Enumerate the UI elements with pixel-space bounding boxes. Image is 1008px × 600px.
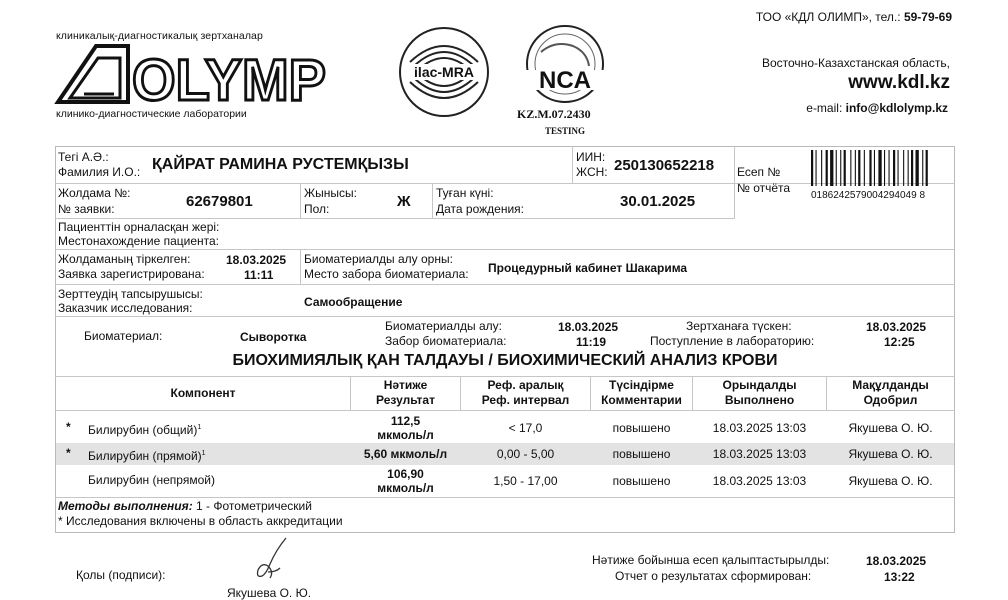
row-divider xyxy=(55,316,955,317)
col-result-kz: Нәтиже xyxy=(383,378,428,392)
col-done xyxy=(693,378,826,408)
iin-label-kz: ИИН: xyxy=(576,150,606,164)
done-time: 18.03.2025 13:03 xyxy=(712,474,807,488)
order-label-ru: № заявки: xyxy=(58,202,115,216)
barcode-bar xyxy=(826,150,828,186)
barcode-bar xyxy=(855,150,856,186)
company-line xyxy=(756,10,952,24)
barcode-bar xyxy=(903,150,904,186)
comment: повышено xyxy=(612,421,671,435)
sex-label-kz: Жынысы: xyxy=(304,186,357,200)
name-label-kz: Тегі А.Ә.: xyxy=(58,150,109,164)
col-divider xyxy=(432,183,433,218)
location-label-kz: Пациенттін орналасқан жері: xyxy=(58,220,220,234)
barcode-bar xyxy=(922,150,923,186)
logo-wordmark: OLYMP xyxy=(132,48,326,108)
ilac-text: ilac-MRA xyxy=(414,64,474,80)
collection-place-label-kz: Биоматериалды алу орны: xyxy=(304,252,453,266)
olymp-logo xyxy=(54,42,329,108)
nca-seal xyxy=(515,22,615,110)
comment: повышено xyxy=(612,447,671,461)
col-approved-kz: Мақұлданды xyxy=(852,378,929,392)
collection-date: 18.03.2025 xyxy=(558,320,619,334)
result-number: 106,90 xyxy=(387,467,424,481)
barcode-bar xyxy=(811,150,813,186)
registered-time: 11:11 xyxy=(244,268,274,282)
location-label-ru: Местонахождение пациента: xyxy=(58,234,220,248)
customer-label-ru: Заказчик исследования: xyxy=(58,301,193,315)
logo-caption-kz: клиникалық-диагностикалық зертханалар xyxy=(56,30,263,42)
registered-date: 18.03.2025 xyxy=(226,253,287,267)
formed-date: 18.03.2025 xyxy=(866,554,927,568)
patient-dob: 30.01.2025 xyxy=(620,193,696,210)
result-unit: мкмоль/л xyxy=(377,481,434,495)
company-email-line xyxy=(806,101,948,115)
col-comment-kz: Түсіндірме xyxy=(609,378,674,392)
barcode-bar xyxy=(821,150,822,186)
registered-label-kz: Жолдаманың тіркелген: xyxy=(58,252,191,266)
approved-by: Якушева О. Ю. xyxy=(848,421,933,435)
col-result xyxy=(351,378,460,408)
dob-label-ru: Дата рождения: xyxy=(436,202,524,216)
patient-sex: Ж xyxy=(397,193,411,210)
dob-label-kz: Туған күні: xyxy=(436,186,494,200)
collection-place: Процедурный кабинет Шакарима xyxy=(488,261,688,275)
col-component: Компонент xyxy=(170,386,236,400)
order-label-kz: Жолдама №: xyxy=(58,186,131,200)
ref-interval: 1,50 - 17,00 xyxy=(493,474,558,488)
accreditation-code: KZ.M.07.2430 xyxy=(517,107,591,121)
barcode-bar xyxy=(908,150,909,186)
methods-label: Методы выполнения: xyxy=(58,499,193,513)
barcode-bar xyxy=(878,150,881,186)
ref-interval: 0,00 - 5,00 xyxy=(496,447,555,461)
barcode-bar xyxy=(926,150,928,186)
patient-name: ҚАЙРАТ РАМИНА РУСТЕМҚЫЗЫ xyxy=(152,156,409,173)
signature-icon xyxy=(246,536,296,584)
accredited-star: * xyxy=(66,420,71,434)
col-approved xyxy=(827,378,954,408)
signer-name: Якушева О. Ю. xyxy=(227,586,312,600)
barcode-bar xyxy=(869,150,871,186)
customer: Самообращение xyxy=(304,295,403,309)
col-divider xyxy=(734,146,735,218)
result-number: 112,5 xyxy=(390,414,421,428)
col-comment-ru: Комментарии xyxy=(601,393,682,407)
test-name: Билирубин (прямой) xyxy=(88,449,202,463)
col-approved-ru: Одобрил xyxy=(863,393,918,407)
col-comment xyxy=(591,378,692,408)
methods-value: 1 - Фотометрический xyxy=(196,499,312,513)
barcode-bar xyxy=(874,150,875,186)
name-label-ru: Фамилия И.О.: xyxy=(58,165,141,179)
report-label-kz: Есеп № xyxy=(737,165,781,179)
barcode-bar xyxy=(850,150,851,186)
row-name xyxy=(88,447,206,463)
collection-label-kz: Биоматериалды алу: xyxy=(385,319,502,333)
received-date: 18.03.2025 xyxy=(866,320,927,334)
row-name xyxy=(88,474,215,487)
customer-label-kz: Зерттеудің тапсырушысы: xyxy=(58,287,203,301)
col-ref-kz: Реф. аралық xyxy=(487,378,564,392)
collection-time: 11:19 xyxy=(576,335,607,349)
col-ref xyxy=(461,378,590,408)
received-time: 12:25 xyxy=(884,335,915,349)
company-website[interactable]: www.kdl.kz xyxy=(848,72,950,93)
method-ref: 1 xyxy=(197,424,202,431)
signature-label: Қолы (подписи): xyxy=(76,568,166,582)
biomaterial: Сыворотка xyxy=(240,330,307,344)
test-name: Билирубин (непрямой) xyxy=(88,473,215,487)
barcode-bar xyxy=(916,150,919,186)
row-divider xyxy=(55,497,955,498)
email-label: e-mail: xyxy=(806,101,843,115)
result-value xyxy=(351,414,460,442)
received-label-kz: Зертханаға түскен: xyxy=(686,319,792,333)
done-time: 18.03.2025 13:03 xyxy=(712,421,807,435)
company-region: Восточно-Казахстанская область, xyxy=(761,56,950,70)
patient-iin: 250130652218 xyxy=(614,157,715,174)
row-name xyxy=(88,421,201,437)
col-divider xyxy=(300,249,301,284)
accreditation-note: * Исследования включены в область аккредитации xyxy=(58,514,343,528)
test-name: Билирубин (общий) xyxy=(88,423,198,437)
barcode-bar xyxy=(840,150,841,186)
barcode-bar xyxy=(864,150,865,186)
approved-by: Якушева О. Ю. xyxy=(848,447,933,461)
iin-label-ru: ЖСН: xyxy=(576,165,608,179)
col-done-kz: Орындалды xyxy=(722,378,797,392)
col-result-ru: Результат xyxy=(376,393,435,407)
col-divider xyxy=(300,183,301,218)
done-time: 18.03.2025 13:03 xyxy=(712,447,807,461)
barcode-bar xyxy=(830,150,833,186)
collection-label-ru: Забор биоматериала: xyxy=(385,334,507,348)
result-value xyxy=(351,467,460,495)
logo-caption-ru: клинико-диагностические лаборатории xyxy=(56,108,247,120)
row-divider xyxy=(55,284,955,285)
col-done-ru: Выполнено xyxy=(724,393,795,407)
formed-label-ru: Отчет о результатах сформирован: xyxy=(615,569,812,583)
col-divider xyxy=(572,146,573,183)
barcode-bar xyxy=(893,150,895,186)
row-divider xyxy=(55,249,955,250)
sex-label-ru: Пол: xyxy=(304,202,330,216)
company-phone: 59-79-69 xyxy=(903,10,952,24)
ref-interval: < 17,0 xyxy=(508,421,543,435)
method-ref: 1 xyxy=(201,450,206,457)
analysis-title: БИОХИМИЯЛЫҚ ҚАН ТАЛДАУЫ / БИОХИМИЧЕСКИЙ АНАЛИЗ КРОВИ xyxy=(232,352,778,369)
testing-label: TESTING xyxy=(545,126,586,136)
company-email[interactable]: info@kdlolymp.kz xyxy=(845,101,948,115)
barcode-bar xyxy=(858,150,860,186)
barcode-bar xyxy=(816,150,817,186)
barcode-bar xyxy=(911,150,913,186)
result-value: 5,60 мкмоль/л xyxy=(363,447,448,461)
row-divider xyxy=(55,218,735,219)
result-unit: мкмоль/л xyxy=(377,428,434,442)
ilac-mra-seal xyxy=(396,24,492,120)
barcode-bar xyxy=(884,150,885,186)
company-name: ТОО «КДЛ ОЛИМП», тел.: xyxy=(755,10,901,24)
barcode-bar xyxy=(836,150,837,186)
barcode-bar xyxy=(889,150,890,186)
nca-text: NCA xyxy=(539,67,591,94)
col-ref-ru: Реф. интервал xyxy=(481,393,570,407)
row-divider xyxy=(55,376,955,377)
approved-by: Якушева О. Ю. xyxy=(848,474,933,488)
formed-time: 13:22 xyxy=(884,570,915,584)
received-label-ru: Поступление в лабораторию: xyxy=(650,334,815,348)
formed-label-kz: Нәтиже бойынша есеп қалыптастырылды: xyxy=(592,553,830,567)
methods-line xyxy=(58,500,312,513)
barcode-bar xyxy=(898,150,899,186)
report-barcode xyxy=(811,150,953,186)
row-divider xyxy=(55,410,955,411)
order-number: 62679801 xyxy=(186,193,253,210)
registered-label-ru: Заявка зарегистрирована: xyxy=(58,267,205,281)
report-label-ru: № отчёта xyxy=(737,181,791,195)
biomaterial-label: Биоматериал: xyxy=(84,329,163,343)
accredited-star: * xyxy=(66,446,71,460)
collection-place-label-ru: Место забора биоматериала: xyxy=(304,267,469,281)
barcode-number: 0186242579004294049 8 xyxy=(811,190,926,201)
comment: повышено xyxy=(612,474,671,488)
barcode-bar xyxy=(844,150,846,186)
